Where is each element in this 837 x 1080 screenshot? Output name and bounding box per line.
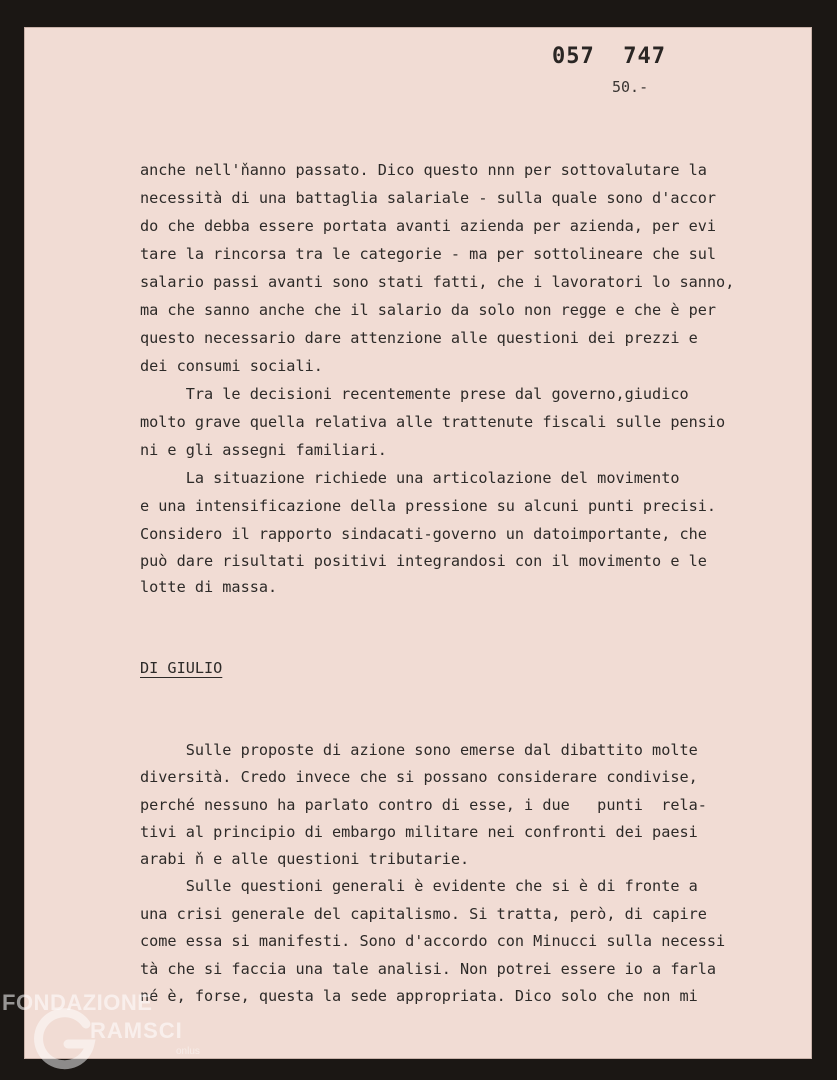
text-line: La situazione richiede una articolazione del movimento xyxy=(140,469,680,487)
text-line: necessità di una battaglia salariale - sulla quale sono d'accor xyxy=(140,189,717,207)
text-line: questo necessario dare attenzione alle questioni dei prezzi e xyxy=(140,329,698,347)
text-line: anche nell'ňanno passato. Dico questo nnn per sottovalutare la xyxy=(140,161,707,179)
text-line: come essa si manifesti. Sono d'accordo con Minucci sulla necessi xyxy=(140,932,726,950)
page-number: 50.- xyxy=(612,78,649,96)
text-line: ni e gli assegni familiari. xyxy=(140,441,387,459)
speaker-heading: DI GIULIO xyxy=(140,659,223,677)
text-line: e una intensificazione della pressione su alcuni punti precisi. xyxy=(140,497,717,515)
text-line: perché nessuno ha parlato contro di esse, i due punti rela- xyxy=(140,796,707,814)
text-line: Sulle questioni generali è evidente che si è di fronte a xyxy=(140,877,698,895)
text-line: tà che si faccia una tale analisi. Non potrei essere io a farla xyxy=(140,960,717,978)
text-line: può dare risultati positivi integrandosi con il movimento e le xyxy=(140,552,707,570)
text-line: una crisi generale del capitalismo. Si tratta, però, di capire xyxy=(140,905,707,923)
text-line: do che debba essere portata avanti azienda per azienda, per evi xyxy=(140,217,717,235)
text-line: tivi al principio di embargo militare nei confronti dei paesi xyxy=(140,823,698,841)
text-line: diversità. Credo invece che si possano considerare condivise, xyxy=(140,768,698,786)
fondazione-gramsci-logo xyxy=(0,988,220,1080)
text-line: salario passi avanti sono stati fatti, che i lavoratori lo sanno, xyxy=(140,273,735,291)
text-line: molto grave quella relativa alle trattenute fiscali sulle pensio xyxy=(140,413,726,431)
text-line: Considero il rapporto sindacati-governo un datoimportante, che xyxy=(140,525,707,543)
text-line: arabi ň e alle questioni tributarie. xyxy=(140,850,470,868)
text-line: ma che sanno anche che il salario da solo non regge e che è per xyxy=(140,301,717,319)
text-line: tare la rincorsa tra le categorie - ma per sottolineare che sul xyxy=(140,245,717,263)
text-line: Tra le decisioni recentemente prese dal governo,giudico xyxy=(140,385,689,403)
text-line: Sulle proposte di azione sono emerse dal dibattito molte xyxy=(140,741,698,759)
text-line: lotte di massa. xyxy=(140,578,278,596)
archive-number: 057 747 xyxy=(552,44,666,69)
logo-line1: FONDAZIONE xyxy=(2,990,153,1015)
text-line: dei consumi sociali. xyxy=(140,357,323,375)
logo-line2: RAMSCI xyxy=(90,1018,183,1043)
logo-suffix: onlus xyxy=(176,1046,200,1057)
text-line: né è, forse, questa la sede appropriata. Dico solo che non mi xyxy=(140,987,698,1005)
logo-g-icon xyxy=(34,1008,96,1070)
